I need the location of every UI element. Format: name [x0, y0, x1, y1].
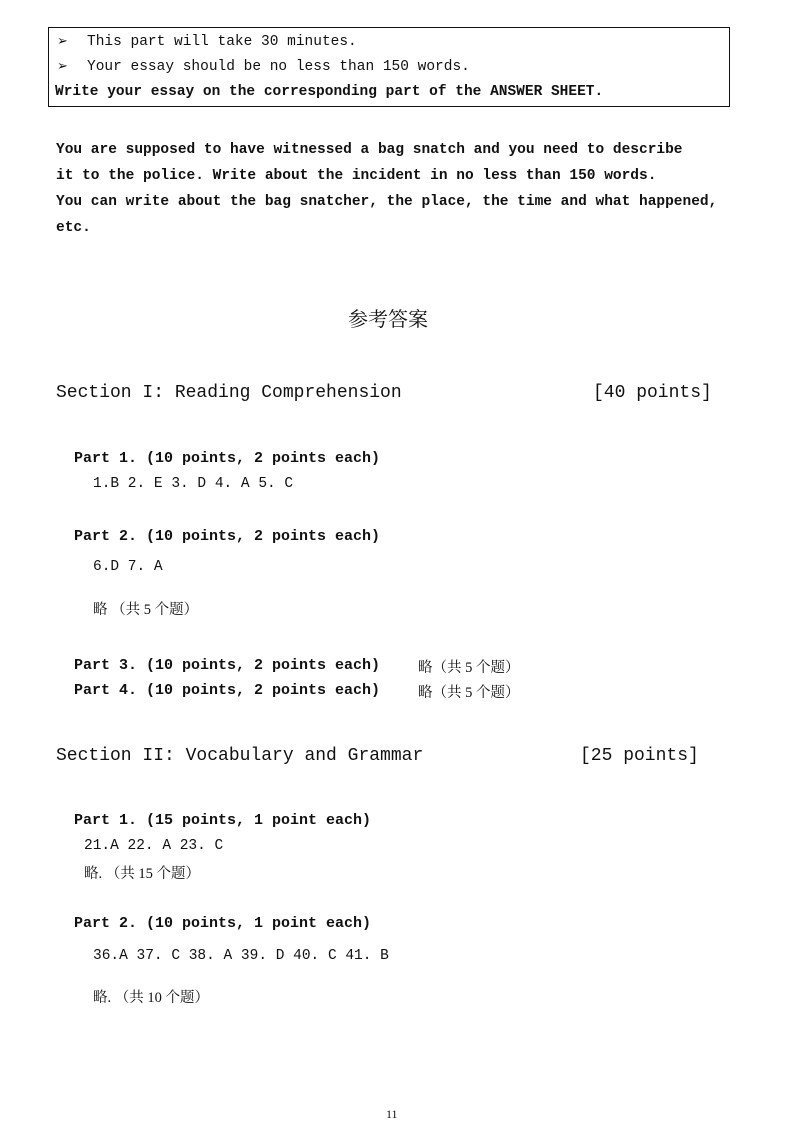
s2-part1-header: Part 1. (15 points, 1 point each)	[74, 812, 372, 829]
instruction-line: ➢ Your essay should be no less than 150 words.	[57, 59, 470, 75]
s1-part1-answers: 1.B 2. E 3. D 4. A 5. C	[93, 476, 294, 492]
s1-part4-header: Part 4. (10 points, 2 points each)	[74, 682, 381, 699]
prompt-line: You are supposed to have witnessed a bag snatch and you need to describe	[56, 142, 683, 158]
s1-part4-note: 略（共 5 个题）	[418, 685, 520, 701]
section-1-points: [40 points]	[593, 383, 712, 403]
instruction-answer-sheet-line: Write your essay on the corresponding part of the ANSWER SHEET.	[55, 84, 604, 100]
instruction-line: ➢ This part will take 30 minutes.	[57, 34, 357, 50]
section-1-title: Section I: Reading Comprehension	[56, 383, 402, 403]
prompt-line: etc.	[56, 220, 91, 236]
s1-part3-header: Part 3. (10 points, 2 points each)	[74, 657, 381, 674]
s2-part2-note: 略. （共 10 个题）	[93, 990, 209, 1006]
s1-part2-header: Part 2. (10 points, 2 points each)	[74, 528, 381, 545]
s1-part1-header: Part 1. (10 points, 2 points each)	[74, 450, 381, 467]
prompt-line: it to the police. Write about the incident in no less than 150 words.	[56, 168, 657, 184]
section-2-points: [25 points]	[580, 746, 699, 766]
s1-part2-note: 略 （共 5 个题）	[93, 602, 199, 618]
s2-part2-answers: 36.A 37. C 38. A 39. D 40. C 41. B	[93, 948, 389, 964]
prompt-line: You can write about the bag snatcher, the place, the time and what happened,	[56, 194, 718, 210]
s1-part3-note: 略（共 5 个题）	[418, 660, 520, 676]
s2-part1-note: 略. （共 15 个题）	[84, 866, 200, 882]
arrowhead-bullet-icon: ➢	[57, 59, 68, 74]
page-number: 11	[386, 1107, 398, 1121]
essay-prompt	[56, 137, 732, 241]
section-2-title: Section II: Vocabulary and Grammar	[56, 746, 424, 766]
arrowhead-bullet-icon: ➢	[57, 34, 68, 49]
s1-part2-answers: 6.D 7. A	[93, 559, 163, 575]
s2-part1-answers: 21.A 22. A 23. C	[84, 838, 224, 854]
s2-part2-header: Part 2. (10 points, 1 point each)	[74, 915, 372, 932]
instruction-box	[48, 27, 730, 107]
answer-key-title: 参考答案	[348, 307, 428, 331]
